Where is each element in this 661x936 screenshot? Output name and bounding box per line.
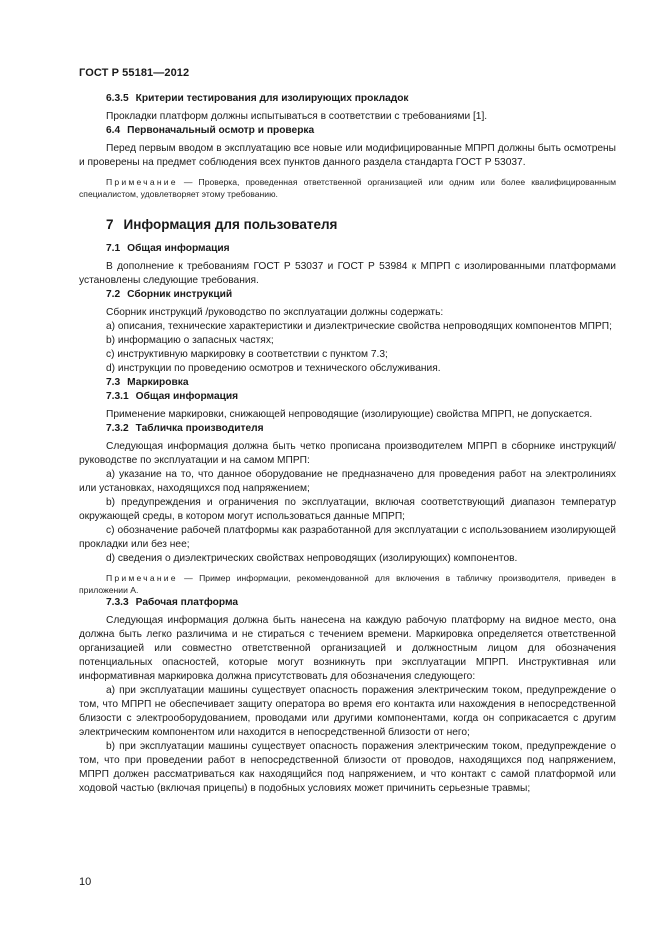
heading-7-2: 7.2 Сборник инструкций: [106, 289, 233, 300]
heading-7-3-2: 7.3.2 Табличка производителя: [106, 423, 264, 434]
list-item: a) указание на то, что данное оборудование не предназначено для проведения работ на электролиниях или установках, находящихся под напряжением;: [79, 469, 616, 494]
standard-header: ГОСТ Р 55181—2012: [79, 67, 190, 79]
list-item: a) при эксплуатации машины существует опасность поражения электрическим током, предупреждение о том, что МПРП не обеспечивает защиту оператора во время его контакта или нахождения в непосредственной близости с электрооборудованием, проводами или другими компонентами, когда он соприкасается с другим электрическим компонентом или находится в непосредственной близости от него;: [79, 685, 616, 738]
list-item: a) описания, технические характеристики и диэлектрические свойства непроводящих компонентов МПРП;: [106, 321, 612, 332]
heading-6-4: 6.4 Первоначальный осмотр и проверка: [106, 125, 315, 136]
paragraph: Перед первым вводом в эксплуатацию все новые или модифицированные МПРП должны быть осмотрены и проверены на предмет соблюдения всех пунктов данного раздела стандарта ГОСТ Р 53037.: [79, 143, 616, 168]
paragraph: Прокладки платформ должны испытываться в соответствии с требованиями [1].: [106, 111, 488, 122]
note: Примечание — Проверка, проведенная ответственной организацией или одним или более квалифицированным специалистом, удовлетворяет этому требованию.: [79, 177, 616, 199]
heading-7-3: 7.3 Маркировка: [106, 377, 189, 388]
heading-6-3-5: 6.3.5 Критерии тестирования для изолирующих прокладок: [106, 93, 409, 104]
list-item: d) инструкции по проведению осмотров и технического обслуживания.: [106, 363, 441, 374]
list-item: b) предупреждения и ограничения по эксплуатации, включая соответствующий диапазон температур окружающей среды, в котором могут использоваться данные МПРП;: [79, 497, 616, 522]
page-number: 10: [79, 876, 92, 888]
heading-7-3-3: 7.3.3 Рабочая платформа: [106, 597, 239, 608]
list-item: c) обозначение рабочей платформы как разработанной для эксплуатации с использованием изолирующей прокладки или без нее;: [79, 525, 616, 550]
heading-7-3-1: 7.3.1 Общая информация: [106, 391, 239, 402]
note: Примечание — Пример информации, рекомендованной для включения в табличку производителя, приведен в приложении А.: [79, 573, 616, 595]
paragraph: Сборник инструкций /руководство по эксплуатации должны содержать:: [106, 307, 444, 318]
paragraph: Следующая информация должна быть нанесена на каждую рабочую платформу на видное место, она должна быть легко различима и не стираться с течением времени. Маркировка определяется ответственной организацией или совместно ответственной организацией и должностным лицом для обозначения потенциальных опасностей, которые могут возникнуть при эксплуатации МПРП. Инструктивная или информативная маркировка должна присутствовать для обозначения следующего:: [79, 615, 616, 682]
section-heading-7: 7 Информация для пользователя: [106, 217, 338, 232]
page-content: [79, 92, 616, 796]
list-item: c) инструктивную маркировку в соответствии с пунктом 7.3;: [106, 349, 388, 360]
list-item: b) при эксплуатации машины существует опасность поражения электрическим током, предупреждение о том, что при проведении работ в непосредственной близости от проводов, находящихся под напряжением, МПРП должен рассматриваться как находящийся под напряжением, и что контакт с самой платформой или ходовой частью (включая прицепы) в подобных условиях может причинить серьезные травмы;: [79, 741, 616, 794]
heading-7-1: 7.1 Общая информация: [106, 243, 230, 254]
list-item: b) информацию о запасных частях;: [106, 335, 274, 346]
paragraph: Следующая информация должна быть четко прописана производителем МПРП в сборнике инструкций/руководстве по эксплуатации и на самом МПРП:: [79, 441, 616, 466]
list-item: d) сведения о диэлектрических свойствах непроводящих (изолирующих) компонентов.: [106, 553, 518, 564]
paragraph: В дополнение к требованиям ГОСТ Р 53037 и ГОСТ Р 53984 к МПРП с изолированными платформами установлены следующие требования.: [79, 261, 616, 286]
paragraph: Применение маркировки, снижающей непроводящие (изолирующие) свойства МПРП, не допускается.: [106, 409, 593, 420]
